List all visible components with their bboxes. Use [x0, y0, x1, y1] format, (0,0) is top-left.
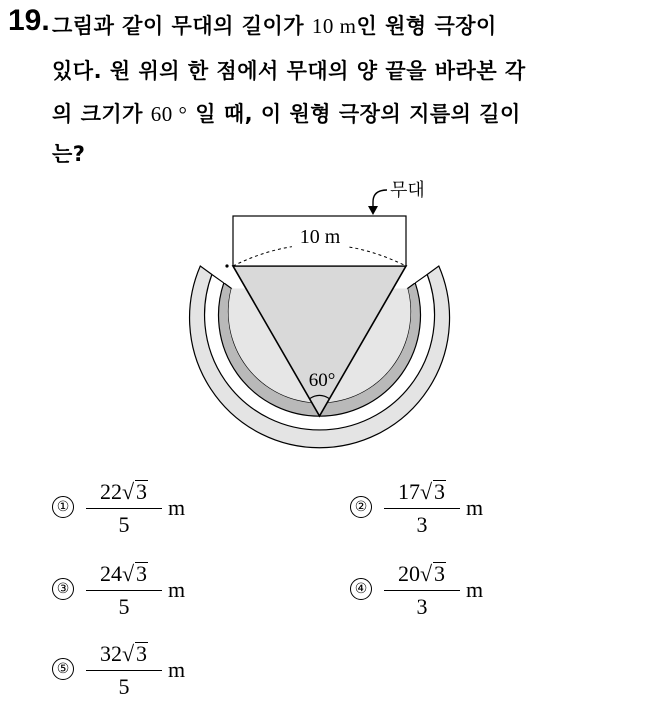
option-unit: m	[168, 495, 186, 520]
radical-sign: √	[121, 641, 135, 666]
option-coefficient: 17	[397, 479, 420, 504]
stage-label: 무대	[390, 180, 425, 201]
viewpoint-dot	[225, 264, 228, 267]
option-radicand: 3	[136, 641, 148, 666]
option-denominator: 3	[416, 512, 428, 537]
option-fraction	[86, 478, 162, 539]
option-fraction	[86, 560, 162, 621]
option-denominator: 5	[118, 594, 130, 619]
option-radicand: 3	[136, 561, 148, 586]
question-text: 있다. 원 위의 한 점에서 무대의 양 끝을 바라본 각	[52, 59, 526, 83]
option-marker: ⑤	[52, 658, 74, 680]
fraction-bar	[86, 508, 162, 509]
question-line-1	[52, 10, 497, 40]
question-line-3	[52, 98, 521, 128]
option-fraction	[86, 640, 162, 701]
option-marker: ②	[350, 496, 372, 518]
question-text: 는?	[52, 142, 86, 166]
option-unit: m	[168, 657, 186, 682]
radical-sign: √	[121, 561, 135, 586]
option-radicand: 3	[434, 479, 446, 504]
option-marker: ①	[52, 496, 74, 518]
question-text: 그림과 같이 무대의 길이가	[52, 14, 305, 38]
angle-value: 60 °	[150, 102, 188, 126]
option-radicand: 3	[136, 479, 148, 504]
option-fraction	[384, 478, 460, 539]
option-coefficient: 24	[99, 561, 122, 586]
option-coefficient: 22	[99, 479, 122, 504]
option-marker: ③	[52, 578, 74, 600]
option-coefficient: 20	[397, 561, 420, 586]
option-unit: m	[466, 495, 484, 520]
option-denominator: 3	[416, 594, 428, 619]
fraction-bar	[384, 590, 460, 591]
fraction-bar	[86, 670, 162, 671]
option-radicand: 3	[434, 561, 446, 586]
question-line-4	[52, 138, 85, 168]
question-text: 일 때, 이 원형 극장의 지름의 길이	[195, 102, 521, 126]
option-unit: m	[168, 577, 186, 602]
option-marker: ④	[350, 578, 372, 600]
stage-pointer-head	[368, 206, 378, 215]
option-denominator: 5	[118, 512, 130, 537]
radical-sign: √	[419, 479, 433, 504]
fraction-bar	[384, 508, 460, 509]
option-fraction	[384, 560, 460, 621]
question-number: 19.	[8, 4, 50, 37]
option-coefficient: 32	[99, 641, 122, 666]
question-text: 의 크기가	[52, 102, 143, 126]
question-text: 인 원형 극장이	[356, 14, 497, 38]
fraction-bar	[86, 590, 162, 591]
length-label: 10 m	[299, 226, 341, 248]
radical-sign: √	[419, 561, 433, 586]
angle-label: 60°	[308, 370, 336, 391]
radical-sign: √	[121, 479, 135, 504]
theater-figure	[180, 176, 470, 461]
question-line-2	[52, 55, 526, 85]
stage-length-value: 10 m	[311, 14, 357, 38]
option-unit: m	[466, 577, 484, 602]
option-denominator: 5	[118, 674, 130, 699]
